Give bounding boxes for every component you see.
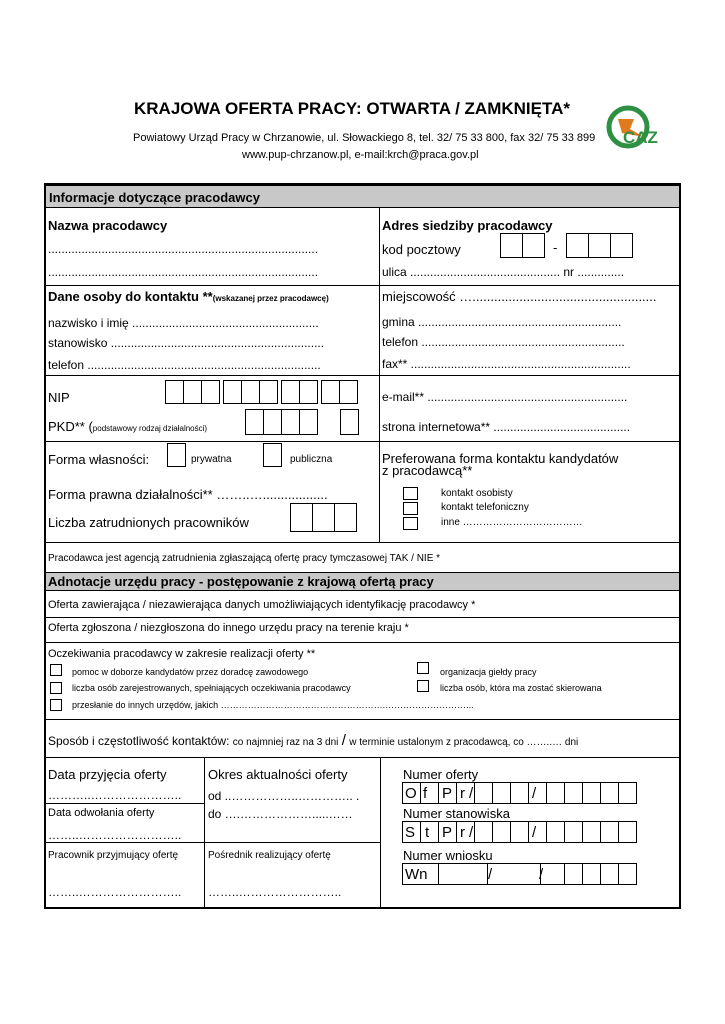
other-office-statement[interactable]: Oferta zgłoszona / niezgłoszona do innego urzędu pracy na terenie kraju *: [48, 622, 409, 634]
contact-method-option-1: co najmniej raz na 3 dni: [232, 737, 339, 748]
phone-right-field[interactable]: telefon .............................................................: [382, 335, 625, 349]
private-checkbox[interactable]: [167, 443, 186, 467]
expectations-title: Oczekiwania pracodawcy w zakresie realizacji oferty **: [48, 648, 316, 660]
office-address: Powiatowy Urząd Pracy w Chrzanowie, ul. Słowackiego 8, tel. 32/ 75 33 800, fax 32/ 75 33 899: [133, 132, 596, 144]
divider: [46, 441, 679, 442]
website-field[interactable]: strona internetowa** .........................................: [382, 420, 631, 434]
bottom-row-divider: [46, 842, 380, 843]
employees-label: Liczba zatrudnionych pracowników: [48, 515, 249, 530]
offer-number-label: Numer oferty: [403, 767, 479, 782]
public-label: publiczna: [290, 454, 333, 465]
divider: [46, 642, 679, 643]
contact-person-note: (wskazanej przez pracodawcę): [212, 294, 329, 303]
section-employer-title: Informacje dotyczące pracodawcy: [49, 190, 260, 205]
position-cell-char: r: [460, 824, 465, 841]
email-field[interactable]: e-mail** ............................................................: [382, 390, 628, 404]
position-cell-char: P: [442, 824, 453, 841]
legal-form-field[interactable]: Forma prawna działalności** ……..…..................: [48, 487, 328, 502]
offer-cell-char: O: [405, 785, 417, 802]
office-web: www.pup-chrzanow.pl, e-mail:krch@praca.gov.pl: [242, 149, 479, 161]
cancel-date-field[interactable]: ……..……………………..: [48, 828, 182, 842]
contact-phone-checkbox[interactable]: [403, 502, 418, 515]
divider: [46, 542, 679, 543]
intermediary-label: Pośrednik realizujący ofertę: [208, 850, 331, 861]
expect-referred-checkbox[interactable]: [417, 680, 429, 692]
contact-option: kontakt telefoniczny: [441, 502, 529, 513]
form-title: KRAJOWA OFERTA PRACY: OTWARTA / ZAMKNIĘTA*: [134, 99, 570, 118]
receiver-label: Pracownik przyjmujący ofertę: [48, 850, 179, 861]
bottom-divider-2: [380, 757, 381, 907]
employer-name-line-1[interactable]: .................................................................................: [48, 242, 319, 256]
expect-other-offices-checkbox[interactable]: [50, 699, 62, 711]
employer-name-label: Nazwa pracodawcy: [48, 218, 168, 233]
pkd-note: podstawowy rodzaj działalności): [92, 424, 208, 433]
address-title: Adres siedziby pracodawcy: [382, 218, 553, 233]
request-number-label: Numer wniosku: [403, 848, 493, 863]
request-cell-char: Wn: [405, 866, 428, 883]
contact-method-option-2: w terminie ustalonym z pracodawcą, co ……..… dni: [349, 737, 579, 748]
contact-person-label: Dane osoby do kontaktu **: [48, 289, 213, 304]
expect-referred-label: liczba osób, która ma zostać skierowana: [440, 683, 602, 693]
contact-pref-label-2: z pracodawcą**: [382, 463, 473, 478]
street-field[interactable]: ulica ............................................. nr ..............: [382, 265, 625, 279]
divider: [46, 375, 679, 376]
position-cell-char: t: [425, 824, 430, 841]
expect-registered-checkbox[interactable]: [50, 682, 62, 694]
cancel-date-label: Data odwołania oferty: [48, 807, 155, 819]
contact-other-checkbox[interactable]: [403, 517, 418, 530]
ownership-label: Forma własności:: [48, 452, 150, 467]
receiver-field[interactable]: ……..……………………..: [48, 885, 182, 899]
position-number-cells[interactable]: [402, 821, 636, 843]
contact-person-title: [48, 290, 329, 303]
postal-dash: -: [553, 240, 558, 255]
postal-label: kod pocztowy: [382, 242, 461, 257]
divider: [46, 719, 679, 720]
pkd-label: [48, 420, 207, 433]
offer-cell-char: /: [469, 785, 474, 802]
expect-other-offices-label[interactable]: przesłanie do innych urzędów, jakich ……………………………………………….………………………...: [72, 700, 474, 710]
accept-date-label: Data przyjęcia oferty: [48, 767, 167, 782]
contact-pref-label: Preferowana forma kontaktu kandydatów: [382, 451, 619, 466]
position-cell-char: S: [405, 824, 416, 841]
divider: [46, 285, 679, 286]
pkd-label-text: PKD** (: [48, 419, 93, 434]
intermediary-field[interactable]: ……..……………………..: [208, 885, 342, 899]
offer-cell-char: P: [442, 785, 453, 802]
validity-from-field[interactable]: od ..……………..………….. .: [208, 789, 360, 803]
caz-logo-text: CAZ: [623, 128, 658, 147]
employer-name-line-2[interactable]: .................................................................................: [48, 265, 319, 279]
phone-field[interactable]: telefon ......................................................................: [48, 358, 321, 372]
commune-field[interactable]: gmina .............................................................: [382, 315, 622, 329]
position-cell-char: /: [469, 824, 474, 841]
expect-jobfair-checkbox[interactable]: [417, 662, 429, 674]
contact-method-slash: /: [341, 732, 346, 749]
contact-method-label: Sposób i częstotliwość kontaktów:: [48, 734, 230, 748]
request-number-cells[interactable]: [402, 863, 636, 885]
offer-cell-char: /: [532, 785, 537, 802]
position-cell-char: /: [532, 824, 537, 841]
request-cell-char: /: [539, 866, 544, 883]
offer-cell-char: r: [460, 785, 465, 802]
offer-cell-char: f: [423, 785, 428, 802]
fax-field[interactable]: fax** ..................................................................: [382, 357, 631, 371]
offer-number-cells[interactable]: [402, 782, 636, 804]
bottom-divider-1: [204, 757, 205, 907]
divider: [46, 617, 679, 618]
caz-logo: [604, 103, 674, 153]
surname-field[interactable]: nazwisko i imię ........................................................: [48, 316, 319, 330]
expect-jobfair-label: organizacja giełdy pracy: [440, 667, 537, 677]
divider: [46, 757, 679, 758]
identification-statement[interactable]: Oferta zawierająca / niezawierająca danych umożliwiających identyfikację pracodawcy *: [48, 599, 476, 611]
validity-label: Okres aktualności oferty: [208, 767, 348, 782]
accept-date-field[interactable]: ………..…………………..: [48, 788, 182, 802]
expect-advisor-label: pomoc w doborze kandydatów przez doradcę zawodowego: [72, 667, 309, 677]
validity-to-field[interactable]: do ….……………….....……: [208, 807, 353, 821]
expect-registered-label: liczba osób zarejestrowanych, spełniających oczekiwania pracodawcy: [72, 683, 351, 693]
nip-label: NIP: [48, 390, 70, 405]
position-number-label: Numer stanowiska: [403, 806, 510, 821]
public-checkbox[interactable]: [263, 443, 282, 467]
contact-personal-checkbox[interactable]: [403, 487, 418, 500]
private-label: prywatna: [191, 454, 232, 465]
section-office-title: Adnotacje urzędu pracy - postępowanie z krajową ofertą pracy: [48, 574, 434, 589]
agency-statement[interactable]: Pracodawca jest agencją zatrudnienia zgłaszającą ofertę pracy tymczasowej TAK / NIE *: [48, 553, 441, 564]
contact-method[interactable]: [48, 733, 578, 748]
bottom-row-divider: [46, 803, 204, 804]
city-field[interactable]: miejscowość …...................................................: [382, 289, 657, 304]
contact-option: inne ………………………………: [441, 517, 583, 528]
contact-option: kontakt osobisty: [441, 488, 513, 499]
request-cell-char: /: [488, 866, 493, 883]
position-field[interactable]: stanowisko ................................................................: [48, 336, 325, 350]
expect-advisor-checkbox[interactable]: [50, 664, 62, 676]
